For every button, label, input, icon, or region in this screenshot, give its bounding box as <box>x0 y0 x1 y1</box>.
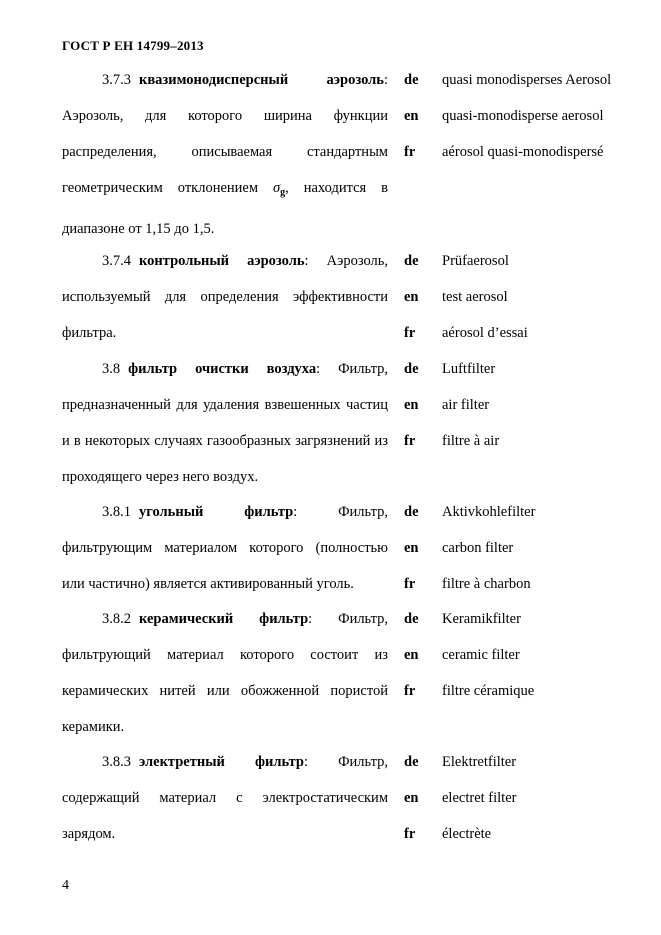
sigma-symbol: σ <box>273 180 281 196</box>
translation-de <box>404 62 634 98</box>
lang-code-en: en <box>404 108 419 124</box>
translation-de <box>404 601 634 637</box>
lang-code-en: en <box>404 647 419 663</box>
term-number: 3.8.1 <box>102 504 131 520</box>
translation-en <box>404 279 634 315</box>
term-fr: filtre à charbon <box>442 576 531 592</box>
definition-body: Фильтр, фильтрующим материалом которого (полностью или частично) является активированный уголь. <box>62 504 388 592</box>
lang-code-en: en <box>404 289 419 305</box>
translation-fr <box>404 315 634 351</box>
term-en: carbon filter <box>442 540 514 556</box>
translations <box>404 744 634 852</box>
definition-body: Фильтр, содержащий материал с электростатическим зарядом. <box>62 754 388 842</box>
term-colon: : <box>308 611 313 627</box>
term-number: 3.8.3 <box>102 754 131 770</box>
term-en: electret filter <box>442 790 517 806</box>
translations <box>404 601 634 709</box>
definition-text <box>62 601 388 745</box>
lang-code-fr: fr <box>404 433 416 449</box>
term-fr: filtre à air <box>442 433 500 449</box>
lang-code-de: de <box>404 72 419 88</box>
definition-part-1: Аэрозоль, для которого ширина функции распределения, описываемая стандартным геометрическим отклонением <box>62 108 388 196</box>
translation-en <box>404 387 634 423</box>
lang-code-en: en <box>404 540 419 556</box>
definition-body: Фильтр, предназначенный для удаления взвешенных частиц и в некоторых случаях газообразных загрязнений из проходящего через него воздух. <box>62 361 388 485</box>
term-de: Elektretfilter <box>442 754 517 770</box>
lang-code-de: de <box>404 504 419 520</box>
definition-text <box>62 351 388 495</box>
definition-body: Аэрозоль, используемый для определения эффективности фильтра. <box>62 253 388 341</box>
term-en: quasi-monodisperse aerosol <box>442 108 604 124</box>
term-colon: : <box>316 361 321 377</box>
lang-code-de: de <box>404 611 419 627</box>
translation-de <box>404 744 634 780</box>
translations <box>404 351 634 459</box>
term-colon: : <box>304 253 309 269</box>
translation-en <box>404 530 634 566</box>
translation-fr <box>404 423 634 459</box>
term-de: Luftfilter <box>442 361 496 377</box>
term-en: test aerosol <box>442 289 508 305</box>
term-number: 3.7.3 <box>102 72 131 88</box>
translation-de <box>404 494 634 530</box>
term-name: контрольный аэрозоль <box>139 253 305 269</box>
term-name: квазимонодисперсный аэрозоль <box>139 72 384 88</box>
lang-code-fr: fr <box>404 826 416 842</box>
sigma-subscript: g <box>280 187 286 198</box>
translation-fr <box>404 566 634 602</box>
translation-de <box>404 351 634 387</box>
translation-fr <box>404 134 634 170</box>
page-number: 4 <box>62 878 69 893</box>
document-header: ГОСТ Р ЕН 14799–2013 <box>62 38 204 53</box>
translation-de <box>404 243 634 279</box>
definition-body: Фильтр, фильтрующий материал которого состоит из керамических нитей или обожженной пористой керамики. <box>62 611 389 735</box>
translation-en <box>404 98 634 134</box>
term-name: угольный фильтр <box>139 504 294 520</box>
definition-text <box>62 243 388 351</box>
translation-fr <box>404 673 634 709</box>
lang-code-en: en <box>404 790 419 806</box>
definition-text <box>62 494 388 602</box>
term-de: Keramikfilter <box>442 611 521 627</box>
lang-code-fr: fr <box>404 576 416 592</box>
lang-code-en: en <box>404 397 419 413</box>
term-colon: : <box>383 72 388 88</box>
lang-code-de: de <box>404 754 419 770</box>
lang-code-fr: fr <box>404 683 416 699</box>
term-en: ceramic filter <box>442 647 520 663</box>
term-fr: électrète <box>442 826 492 842</box>
definition-part-2: , находится в диапазоне от 1,15 до 1,5. <box>62 180 389 237</box>
translation-fr <box>404 816 634 852</box>
definition-text <box>62 744 388 852</box>
term-name: фильтр очистки воздуха <box>128 361 317 377</box>
term-en: air filter <box>442 397 490 413</box>
lang-code-de: de <box>404 253 419 269</box>
term-fr: aérosol d’essai <box>442 325 528 341</box>
lang-code-fr: fr <box>404 325 416 341</box>
translations <box>404 494 634 602</box>
term-fr: aérosol quasi-monodispersé <box>442 144 604 160</box>
term-de: quasi monodisperses Aerosol <box>442 72 612 88</box>
term-number: 3.8.2 <box>102 611 131 627</box>
translations <box>404 62 634 170</box>
term-number: 3.7.4 <box>102 253 131 269</box>
term-colon: : <box>293 504 298 520</box>
term-name: керамический фильтр <box>139 611 309 627</box>
term-fr: filtre céramique <box>442 683 535 699</box>
term-colon: : <box>303 754 308 770</box>
translation-en <box>404 780 634 816</box>
term-de: Aktivkohlefilter <box>442 504 536 520</box>
translations <box>404 243 634 351</box>
term-name: электретный фильтр <box>139 754 304 770</box>
lang-code-de: de <box>404 361 419 377</box>
translation-en <box>404 637 634 673</box>
lang-code-fr: fr <box>404 144 416 160</box>
term-number: 3.8 <box>102 361 121 377</box>
term-de: Prüfaerosol <box>442 253 509 269</box>
definition-text <box>62 62 388 247</box>
